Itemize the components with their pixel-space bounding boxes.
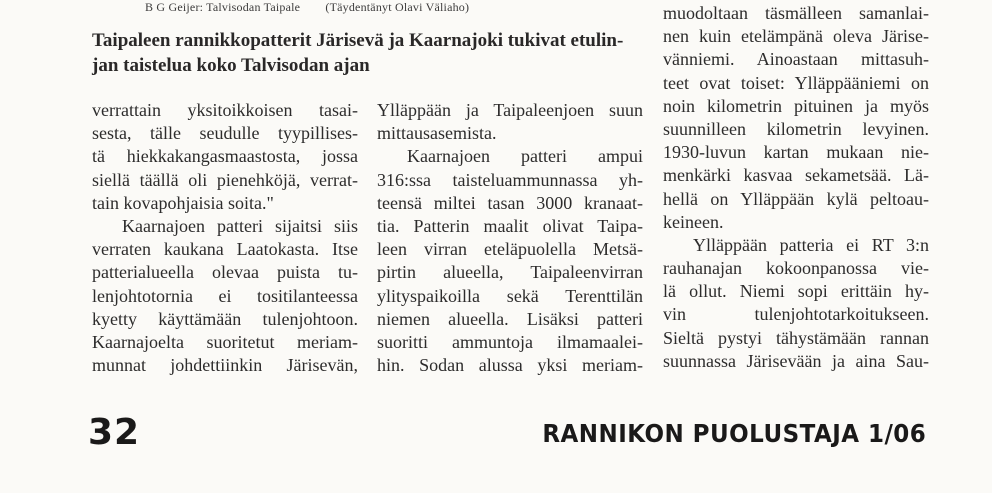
text-line: Ylläppään patteria ei RT 3:n bbox=[693, 234, 929, 255]
text-line: niemen alueella. Lisäksi patteri bbox=[377, 308, 643, 329]
text-column-1 bbox=[92, 99, 358, 377]
text-line: lä ollut. Niemi sopi erittäin hy- bbox=[663, 281, 929, 302]
photo-credit: B G Geijer: Talvisodan Taipale bbox=[145, 0, 301, 14]
page-number: 32 bbox=[88, 412, 141, 453]
text-line: suunnassa Järisevään ja aina Sau- bbox=[663, 350, 929, 371]
text-line: ylityspaikoilla sekä Terenttilän bbox=[377, 285, 643, 306]
text-line: menkärki kasvaa sekametsää. Lä- bbox=[663, 165, 929, 186]
text-line: munnat johdettiinkin Järisevän, bbox=[92, 355, 358, 376]
photo-caption bbox=[92, 28, 652, 78]
publication-title: RANNIKON PUOLUSTAJA 1/06 bbox=[542, 419, 926, 448]
photo-source-line bbox=[145, 0, 665, 18]
text-line: sesta, tälle seudulle tyypillises- bbox=[92, 123, 358, 144]
text-line: hin. Sodan alussa yksi meriam- bbox=[377, 355, 643, 376]
text-line: suunnilleen kilometrin levyinen. bbox=[663, 118, 929, 139]
text-column-2 bbox=[377, 99, 643, 377]
text-column-3 bbox=[663, 2, 929, 373]
text-line: pirtin alueella, Taipaleenvirran bbox=[377, 262, 643, 283]
text-line: nen kuin etelämpänä oleva Järise- bbox=[663, 26, 929, 47]
text-line: Sieltä pystyi tähystämään rannan bbox=[663, 327, 929, 348]
text-line: Kaarnajoelta suoritetut meriam- bbox=[92, 331, 358, 352]
text-line: muodoltaan täsmälleen samanlai- bbox=[663, 3, 929, 23]
text-line: 1930-luvun kartan mukaan nie- bbox=[663, 142, 929, 163]
text-line: tain kovapohjaisia soita." bbox=[92, 192, 274, 213]
text-line: noin kilometrin pituinen ja myös bbox=[663, 95, 929, 116]
caption-line: Taipaleen rannikkopatterit Järisevä ja Kaarnajoki tukivat etulin- bbox=[92, 30, 624, 51]
text-line: Kaarnajoen patteri sijaitsi siis bbox=[122, 215, 358, 236]
text-line: hellä on Ylläppään kylä peltoau- bbox=[663, 188, 929, 209]
text-line: teet ovat toiset: Ylläppääniemi on bbox=[663, 72, 929, 93]
text-line: 316:ssa taisteluammunnassa yh- bbox=[377, 169, 643, 190]
text-line: lenjohtotornia ei tositilanteessa bbox=[92, 285, 358, 306]
text-line: verrattain yksitoikkoisen tasai- bbox=[92, 100, 358, 120]
text-line: Ylläppään ja Taipaleenjoen suun bbox=[377, 100, 643, 120]
text-line: leen virran eteläpuolella Metsä- bbox=[377, 239, 643, 260]
text-line: patterialueella olevaa puista tu- bbox=[92, 262, 358, 283]
text-line: vänniemi. Ainoastaan mittasuh- bbox=[663, 49, 929, 70]
text-line: tia. Patterin maalit olivat Taipa- bbox=[377, 215, 643, 236]
photo-credit-note: (Täydentänyt Olavi Väliaho) bbox=[325, 0, 470, 14]
caption-line: jan taistelua koko Talvisodan ajan bbox=[92, 55, 370, 76]
text-line: siellä täällä oli pienehköjä, verrat- bbox=[92, 169, 358, 190]
text-line: verraten kaukana Laatokasta. Itse bbox=[92, 239, 358, 260]
text-line: Kaarnajoen patteri ampui bbox=[407, 146, 643, 167]
text-line: keineen. bbox=[663, 211, 724, 232]
text-line: teensä miltei tasan 3000 kranaat- bbox=[377, 192, 643, 213]
text-line: kyetty käyttämään tulenjohtoon. bbox=[92, 308, 358, 329]
text-line: vin tulenjohtotarkoitukseen. bbox=[663, 304, 929, 325]
text-line: mittausasemista. bbox=[377, 123, 497, 144]
text-line: tä hiekkakangasmaastosta, jossa bbox=[92, 146, 358, 167]
text-line: suoritti ammuntoja ilmamaalei- bbox=[377, 331, 643, 352]
text-line: rauhanajan kokoonpanossa vie- bbox=[663, 258, 929, 279]
